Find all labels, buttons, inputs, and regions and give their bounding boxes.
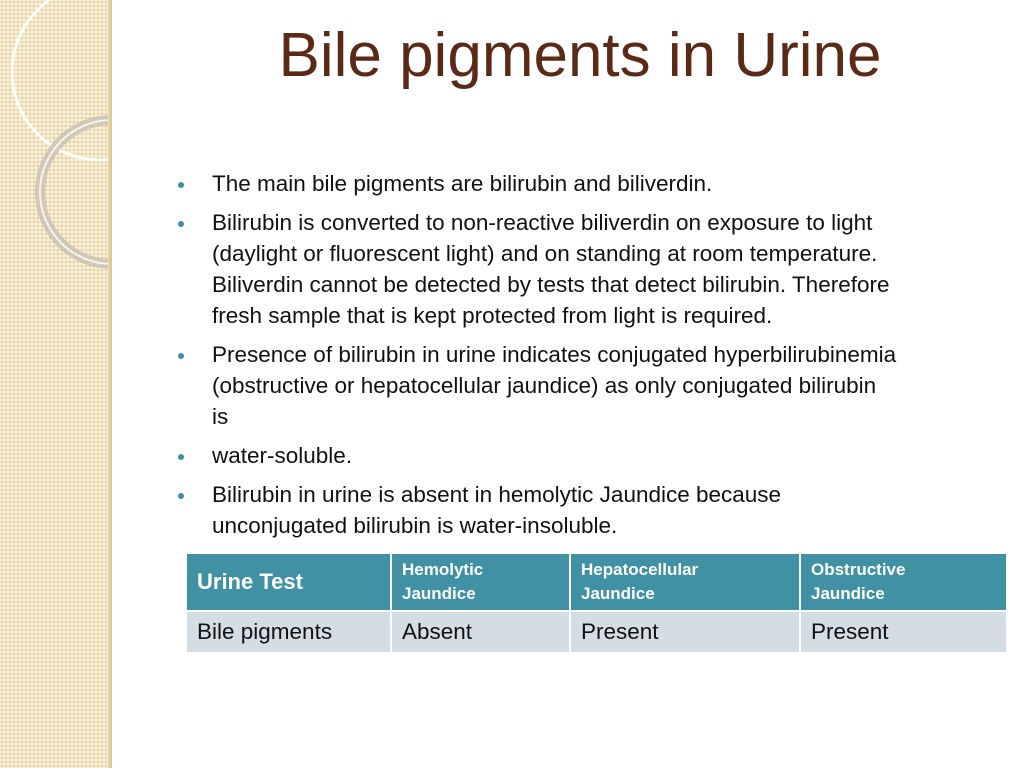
bullet-text: Presence of bilirubin in urine indicates conjugated hyperbilirubinemia (obstructive or hepatocellular jaundice) as only conjugated bilirubin is: [212, 342, 897, 429]
bullet-text: The main bile pigments are bilirubin and biliverdin.: [212, 171, 713, 196]
bullet-icon: [178, 182, 184, 188]
cell-hemolytic: Absent: [392, 610, 571, 652]
bullet-item: [178, 339, 998, 432]
decorative-side-strip: [0, 0, 112, 768]
bullet-icon: [178, 221, 184, 227]
side-strip-edge: [108, 0, 112, 768]
bullet-list: [178, 168, 998, 549]
header-urine-test: Urine Test: [187, 554, 392, 610]
comparison-table: [187, 554, 1006, 652]
bullet-text: Bilirubin is converted to non-reactive biliverdin on exposure to light (daylight or fluorescent light) and on standing at room temperature. Biliverdin cannot be detected by tests that detect bilirubin. Therefore fresh sample that is kept protected from light is required.: [212, 210, 890, 328]
cell-test-name: Bile pigments: [187, 610, 392, 652]
bullet-item: [178, 168, 998, 199]
bullet-icon: [178, 353, 184, 359]
header-hepatocellular-jaundice: Hepatocellular Jaundice: [571, 554, 801, 610]
bullet-item: [178, 440, 998, 471]
slide-title: Bile pigments in Urine: [278, 21, 882, 90]
decorative-circles: [0, 0, 112, 768]
bullet-icon: [178, 493, 184, 499]
header-hemolytic-jaundice: Hemolytic Jaundice: [392, 554, 571, 610]
bullet-text: Bilirubin in urine is absent in hemolytic Jaundice because unconjugated bilirubin is water-insoluble.: [212, 482, 782, 538]
bullet-item: [178, 479, 998, 541]
bullet-icon: [178, 454, 184, 460]
deco-ring-highlight: [40, 120, 112, 264]
header-obstructive-jaundice: Obstructive Jaundice: [801, 554, 1006, 610]
table-header-row: [187, 554, 1006, 610]
cell-hepatocellular: Present: [571, 610, 801, 652]
table-row: [187, 610, 1006, 652]
bullet-item: [178, 207, 998, 331]
cell-obstructive: Present: [801, 610, 1006, 652]
bullet-text: water-soluble.: [212, 443, 353, 468]
deco-ring: [40, 120, 112, 264]
